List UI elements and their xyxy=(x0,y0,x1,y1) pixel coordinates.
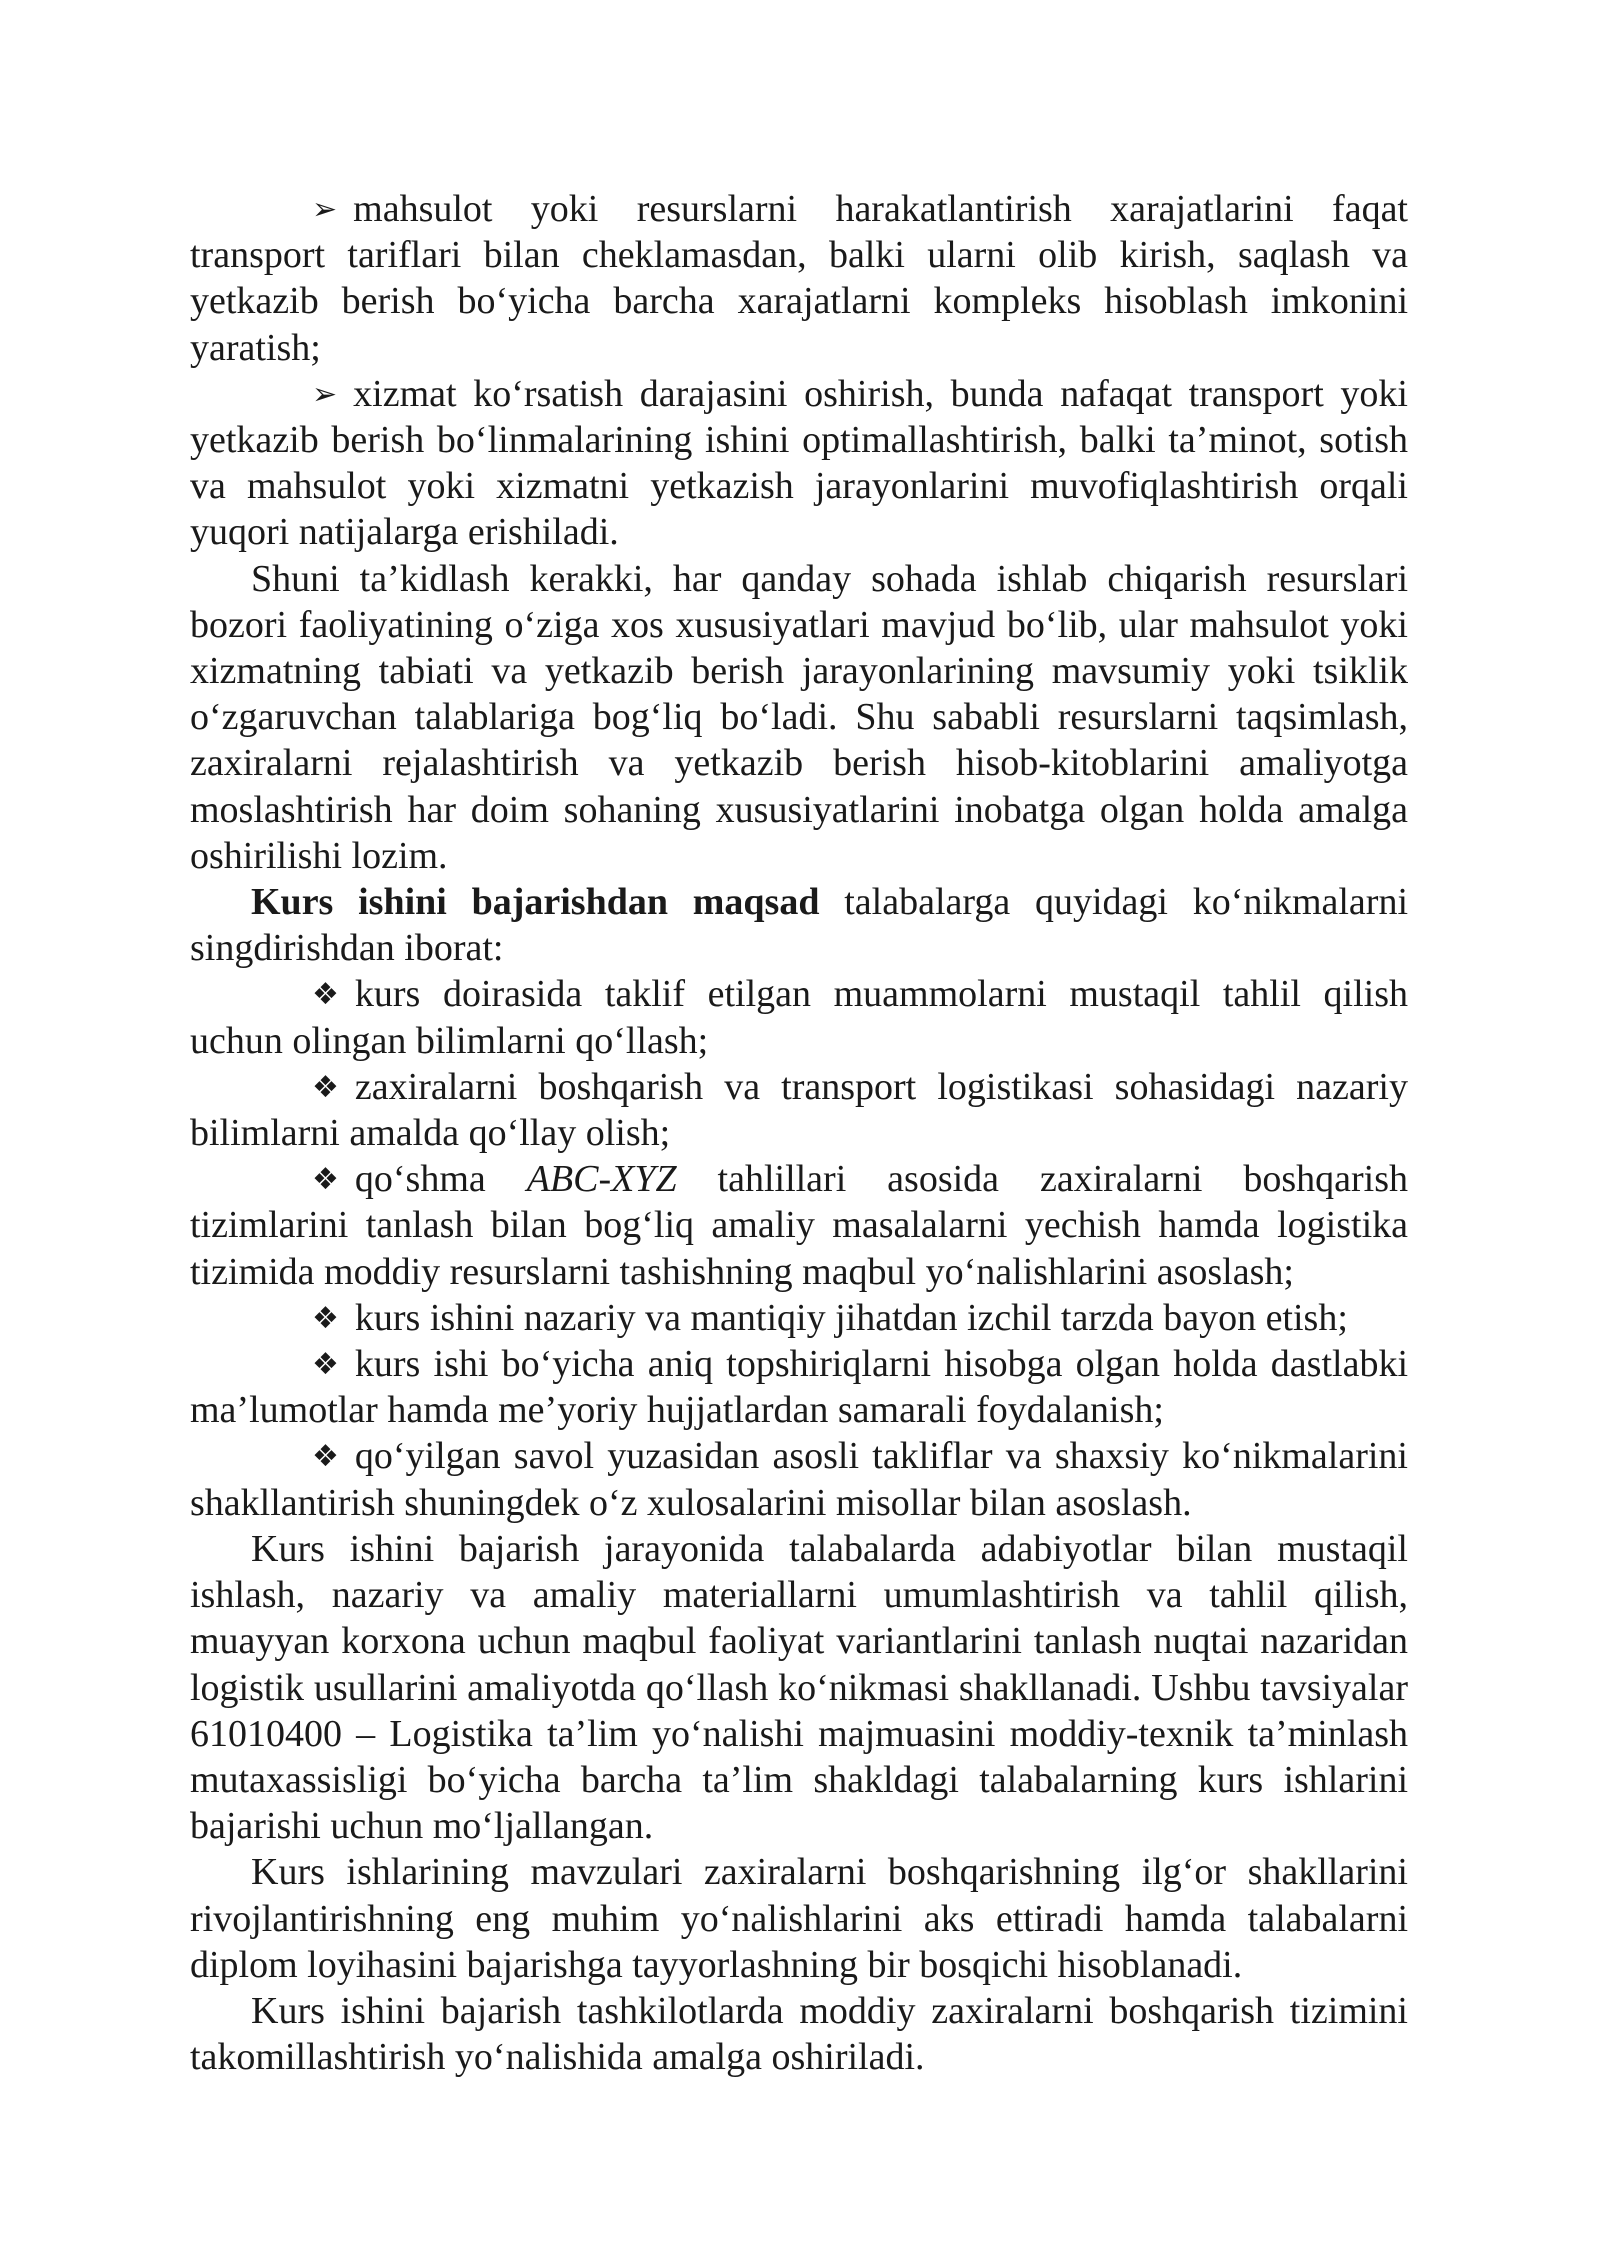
paragraph-process: Kurs ishini bajarish jarayonida talabalarda adabiyotlar bilan mustaqil ishlash, nazariy va amaliy materiallarni umumlashtirish va tahlil qilish, muayyan korxona uchun maqbul faoliyat variantlarini tanlash nuqtai nazaridan logistik usullarini amaliyotda qo‘llash ko‘nikmasi shakllanadi. Ushbu tavsiyalar 61010400 – Logistika ta’lim yo‘nalishi majmuasini moddiy-texnik ta’minlash mutaxassisligi bo‘yicha barcha ta’lim shakldagi talabalarning kurs ishlarini bajarishi uchun mo‘ljallangan. xyxy=(190,1527,1408,1848)
arrow-bullet-icon: ➢ xyxy=(312,376,338,412)
bullet-diamond-1 xyxy=(190,971,1408,1063)
goal-heading: Kurs ishini bajarishdan maqsad xyxy=(251,881,820,924)
bullet-text: tahlillari asosida zaxiralarni boshqarish tizimlarini tanlash bilan bog‘liq amaliy masalalarni yechish hamda logistika tizimida moddiy resurslarni tashishning maqbul yo‘nalishlarini asoslash; xyxy=(190,1158,1408,1293)
bullet-text: kurs ishini nazariy va mantiqiy jihatdan izchil tarzda bayon etish; xyxy=(354,1296,1348,1339)
diamond-bullet-icon: ❖ xyxy=(312,1162,339,1198)
goal-text: talabalarga quyidagi ko‘nikmalarni singdirishdan iborat: xyxy=(190,881,1408,970)
bullet-text: kurs doirasida taklif etilgan muammolarni mustaqil tahlil qilish uchun olingan bilimlarni qo‘llash; xyxy=(190,973,1408,1062)
bullet-arrow-1 xyxy=(190,186,1408,371)
bullet-diamond-4 xyxy=(190,1295,1408,1341)
bullet-diamond-3 xyxy=(190,1156,1408,1295)
bullet-arrow-2 xyxy=(190,371,1408,556)
diamond-bullet-icon: ❖ xyxy=(312,1069,339,1105)
bullet-text: xizmat ko‘rsatish darajasini oshirish, bunda nafaqat transport yoki yetkazib berish bo‘linmalarining ishini optimallashtirish, balki ta’minot, sotish va mahsulot yoki xizmatni yetkazish jarayonlarini muvofiqlashtirish orqali yuqori natijalarga erishiladi. xyxy=(190,372,1408,554)
paragraph-goal xyxy=(190,879,1408,971)
paragraph-topics: Kurs ishlarining mavzulari zaxiralarni boshqarishning ilg‘or shakllarini rivojlantirishning eng muhim yo‘nalishlarini aks ettiradi hamda talabalarni diplom loyihasini bajarishga tayyorlashning bir bosqichi hisoblanadi. xyxy=(190,1851,1408,1986)
bullet-text: mahsulot yoki resurslarni harakatlantirish xarajatlarini faqat transport tariflari bilan cheklamasdan, balki ularni olib kirish, saqlash va yetkazib berish bo‘yicha barcha xarajatlarni kompleks hisoblash imkonini yaratish; xyxy=(190,188,1408,369)
diamond-bullet-icon: ❖ xyxy=(312,1439,339,1475)
bullet-text: qo‘shma xyxy=(354,1158,527,1201)
diamond-bullet-icon: ❖ xyxy=(312,1347,339,1383)
document-page xyxy=(190,186,1408,2080)
bullet-text: kurs ishi bo‘yicha aniq topshiriqlarni hisobga olgan holda dastlabki ma’lumotlar hamda me’yoriy hujjatlardan samarali foydalanish; xyxy=(190,1343,1408,1432)
arrow-bullet-icon: ➢ xyxy=(312,192,338,227)
bullet-diamond-5 xyxy=(190,1341,1408,1433)
paragraph-final: Kurs ishini bajarish tashkilotlarda moddiy zaxiralarni boshqarish tizimini takomillashtirish yo‘nalishida amalga oshiriladi. xyxy=(190,1989,1408,2079)
paragraph-resources: Shuni ta’kidlash kerakki, har qanday sohada ishlab chiqarish resurslari bozori faoliyatining o‘ziga xos xususiyatlari mavjud bo‘lib, ular mahsulot yoki xizmatning tabiati va yetkazib berish jarayonlarining mavsumiy yoki tsiklik o‘zgaruvchan talablariga bog‘liq bo‘ladi. Shu sababli resurslarni taqsimlash, zaxiralarni rejalashtirish va yetkazib berish hisob-kitoblarini amaliyotga moslashtirish har doim sohaning xususiyatlarini inobatga olgan holda amalga oshirilishi lozim. xyxy=(190,557,1408,877)
bullet-text: qo‘yilgan savol yuzasidan asosli takliflar va shaxsiy ko‘nikmalarini shakllantirish shuningdek o‘z xulosalarini misollar bilan asoslash. xyxy=(190,1435,1408,1524)
bullet-diamond-2 xyxy=(190,1064,1408,1156)
diamond-bullet-icon: ❖ xyxy=(312,977,339,1013)
bullet-diamond-6 xyxy=(190,1433,1408,1525)
diamond-bullet-icon: ❖ xyxy=(312,1300,339,1336)
bullet-text: zaxiralarni boshqarish va transport logistikasi sohasidagi nazariy bilimlarni amalda qo‘llay olish; xyxy=(190,1065,1408,1155)
abc-xyz-term: ABC-XYZ xyxy=(526,1158,677,1201)
